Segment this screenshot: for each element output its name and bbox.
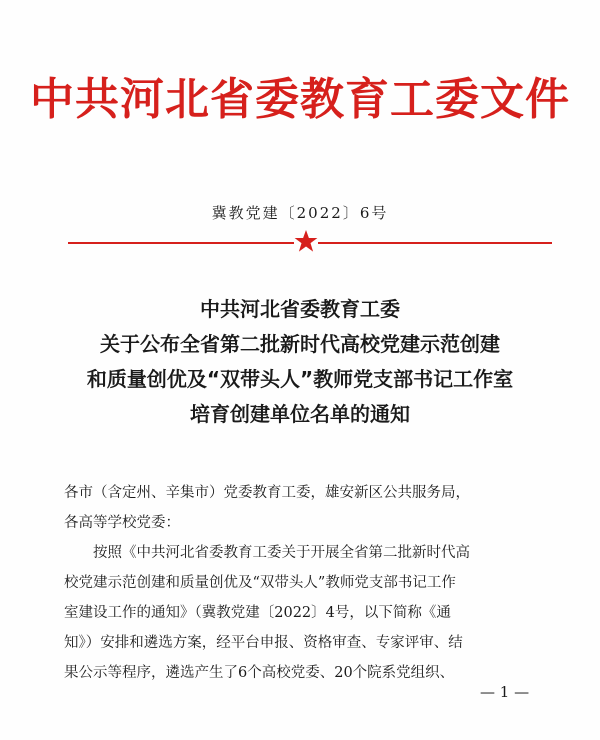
notice-title-line: 和质量创优及“双带头人”教师党支部书记工作室 xyxy=(86,367,514,391)
page-number: — 1 — xyxy=(480,683,530,701)
paragraph-line: 按照《中共河北省委教育工委关于开展全省第二批新时代高 xyxy=(93,545,470,561)
notice-title-line: 关于公布全省第二批新时代高校党建示范创建 xyxy=(100,332,500,356)
notice-title-line: 培育创建单位名单的通知 xyxy=(190,402,410,426)
paragraph-line: 果公示等程序，遴选产生了6个高校党委、20个院系党组织、 xyxy=(64,665,455,681)
document-red-header: 中共河北省委教育工委文件 xyxy=(30,74,570,125)
document-number: 冀教党建〔2022〕6号 xyxy=(211,204,389,222)
notice-title-line: 中共河北省委教育工委 xyxy=(200,297,400,321)
paragraph-line: 知》）安排和遴选方案，经平台申报、资格审查、专家评审、结 xyxy=(64,635,463,651)
red-rule-left xyxy=(68,242,294,244)
paragraph-line: 校党建示范创建和质量创优及“双带头人”教师党支部书记工作 xyxy=(64,575,456,591)
red-rule-right xyxy=(318,242,552,244)
notice-title xyxy=(0,292,600,432)
addressee-line: 各市（含定州、辛集市）党委教育工委，雄安新区公共服务局， xyxy=(64,485,470,501)
addressee-line: 各高等学校党委： xyxy=(64,515,180,531)
paragraph-line: 室建设工作的通知》（冀教党建〔2022〕4号，以下简称《通 xyxy=(64,605,451,621)
notice-body xyxy=(64,478,544,688)
red-star-icon xyxy=(294,229,318,253)
